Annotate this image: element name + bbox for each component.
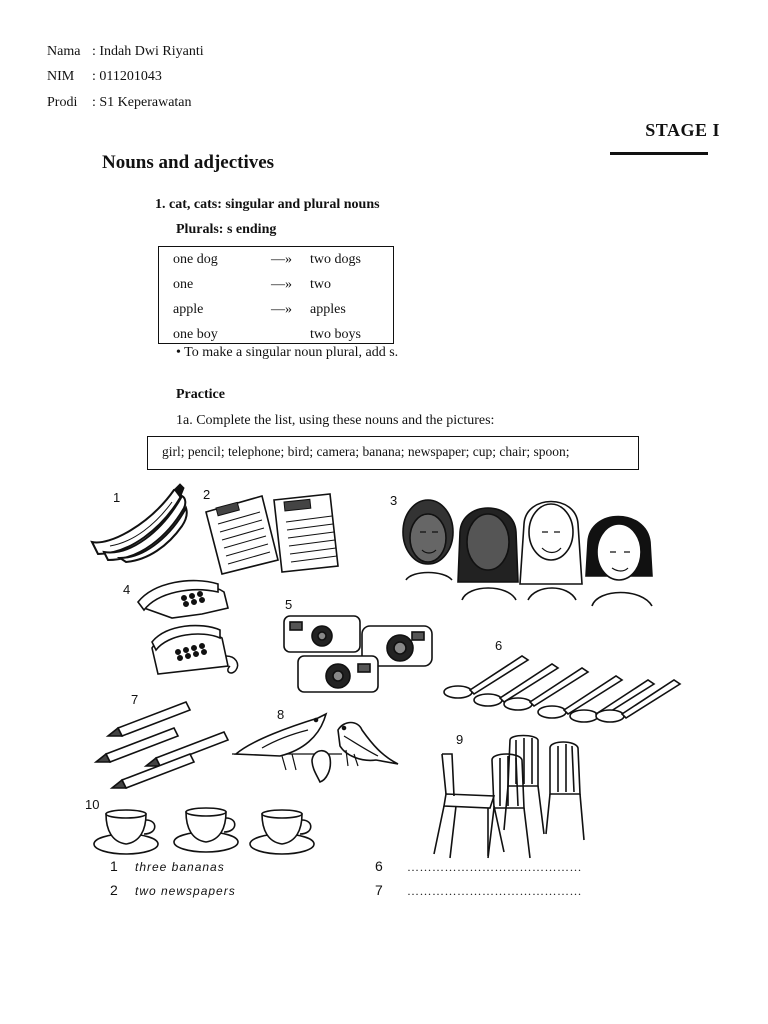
- picture-number: 3: [390, 493, 398, 508]
- newspapers-picture: [204, 490, 342, 576]
- picture-number: 7: [131, 692, 139, 707]
- picture-number: 4: [123, 582, 131, 597]
- plural-row: [159, 302, 393, 322]
- plural-row: [159, 252, 393, 272]
- chairs-picture: [432, 734, 590, 862]
- birds-picture: [232, 710, 402, 786]
- stage-heading: STAGE I: [645, 120, 720, 140]
- prodi-value: : S1 Keperawatan: [92, 95, 192, 110]
- plural-row: [159, 327, 393, 347]
- plural-arrow: —»: [271, 302, 292, 317]
- answer-number: 2: [110, 882, 118, 898]
- bananas-picture: [90, 484, 190, 562]
- plural-singular: apple: [173, 302, 204, 317]
- picture-number: 8: [277, 707, 285, 722]
- spoons-picture: [442, 650, 684, 722]
- name-value: : Indah Dwi Riyanti: [92, 44, 204, 59]
- practice-instruction: 1a. Complete the list, using these nouns and the pictures:: [176, 413, 495, 428]
- plural-plural: two dogs: [310, 252, 361, 267]
- plural-table: [158, 246, 394, 344]
- name-label: Nama: [47, 44, 81, 59]
- telephones-picture: [132, 572, 244, 684]
- cups-picture: [92, 806, 314, 858]
- nim-value: : 011201043: [92, 69, 162, 84]
- picture-number: 2: [203, 487, 211, 502]
- plural-row: [159, 277, 393, 297]
- girls-picture: [398, 492, 660, 608]
- plural-arrow: —»: [271, 252, 292, 267]
- plural-plural: apples: [310, 302, 346, 317]
- plural-arrow: —»: [271, 277, 292, 292]
- cameras-picture: [282, 612, 436, 694]
- answer-number: 7: [375, 882, 383, 898]
- answer-blank[interactable]: ……………………………………: [407, 884, 582, 898]
- plural-plural: two boys: [310, 327, 361, 342]
- plural-singular: one: [173, 277, 194, 292]
- picture-number: 10: [85, 797, 100, 812]
- plural-singular: one boy: [173, 327, 218, 342]
- prodi-label: Prodi: [47, 95, 78, 110]
- answer-number: 1: [110, 858, 118, 874]
- plural-plural: two: [310, 277, 331, 292]
- plural-rule-note: • To make a singular noun plural, add s.: [176, 345, 399, 360]
- picture-number: 6: [495, 638, 503, 653]
- pencils-picture: [94, 698, 230, 788]
- answer-text: three bananas: [135, 860, 225, 874]
- picture-number: 1: [113, 490, 121, 505]
- section-heading: 1. cat, cats: singular and plural nouns: [155, 197, 380, 212]
- answer-number: 6: [375, 858, 383, 874]
- nim-label: NIM: [47, 69, 75, 84]
- stage-underline: [610, 152, 708, 155]
- section-subheading: Plurals: s ending: [176, 222, 277, 237]
- practice-heading: Practice: [176, 387, 225, 402]
- picture-number: 5: [285, 597, 293, 612]
- noun-list-box: girl; pencil; telephone; bird; camera; banana; newspaper; cup; chair; spoon;: [147, 436, 639, 470]
- plural-singular: one dog: [173, 252, 218, 267]
- page-title: Nouns and adjectives: [102, 152, 275, 173]
- picture-number: 9: [456, 732, 464, 747]
- answer-blank[interactable]: ……………………………………: [407, 860, 582, 874]
- answer-text: two newspapers: [135, 884, 236, 898]
